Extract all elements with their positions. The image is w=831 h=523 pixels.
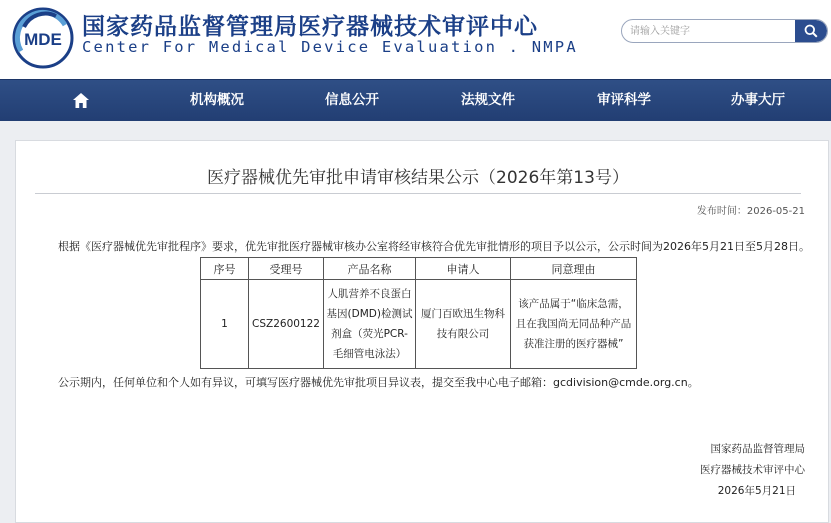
site-title-en: Center For Medical Device Evaluation . NMPA — [82, 38, 578, 56]
col-header-product: 产品名称 — [324, 258, 416, 280]
table-header-row — [201, 258, 637, 280]
cell-no: 1 — [201, 280, 249, 369]
nav-item-info[interactable]: 信息公开 — [325, 92, 379, 108]
site-header — [0, 0, 831, 79]
result-table — [200, 257, 637, 369]
search-button[interactable] — [795, 20, 827, 42]
signature-date: 2026年5月21日 — [717, 485, 796, 497]
table-row — [201, 280, 637, 369]
search-box — [621, 19, 828, 43]
nav-item-science[interactable]: 审评科学 — [597, 92, 651, 108]
cell-applicant-text: 厦门百欧迅生物科技有限公司 — [421, 308, 505, 340]
col-header-applicant: 申请人 — [416, 258, 511, 280]
nav-home[interactable] — [72, 92, 90, 109]
logo-emblem-icon — [12, 7, 76, 69]
col-header-no: 序号 — [201, 258, 249, 280]
signature-org1: 国家药品监督管理局 — [710, 443, 805, 455]
col-header-reason: 同意理由 — [511, 258, 637, 280]
search-input[interactable] — [630, 20, 790, 42]
article-intro: 根据《医疗器械优先审批程序》要求，优先审批医疗器械审核办公室将经审核符合优先审批情形的项目予以公示，公示时间为2026年5月21日至5月28日。 — [58, 240, 810, 253]
publish-date: 发布时间：2026-05-21 — [696, 206, 805, 217]
home-icon — [72, 92, 90, 109]
nav-item-about[interactable]: 机构概况 — [190, 92, 244, 108]
nav-item-regulations[interactable]: 法规文件 — [461, 92, 515, 108]
logo-text: MDE — [24, 30, 62, 49]
cell-applicant — [416, 280, 511, 369]
main-nav — [0, 79, 831, 121]
search-icon — [804, 24, 818, 38]
signature-org2: 医疗器械技术审评中心 — [700, 464, 805, 476]
article-title: 医疗器械优先审批申请审核结果公示（2026年第13号） — [207, 168, 629, 188]
site-title-cn[interactable]: 国家药品监督管理局医疗器械技术审评中心 — [82, 14, 538, 40]
mde-logo[interactable] — [12, 7, 76, 69]
cell-reason-text: 该产品属于“临床急需，且在我国尚无同品种产品获准注册的医疗器械” — [515, 298, 632, 350]
title-divider — [35, 193, 801, 194]
col-header-accept-no: 受理号 — [249, 258, 324, 280]
cell-product — [324, 280, 416, 369]
nav-item-services[interactable]: 办事大厅 — [731, 92, 785, 108]
cell-accept-no: CSZ2600122 — [249, 280, 324, 369]
objection-notice: 公示期内，任何单位和个人如有异议，可填写医疗器械优先审批项目异议表，提交至我中心电子邮箱：gcdivision@cmde.org.cn。 — [58, 376, 699, 389]
cell-reason — [511, 280, 637, 369]
cell-product-text: 人肌营养不良蛋白基因(DMD)检测试剂盒（荧光PCR-毛细管电泳法） — [326, 288, 413, 360]
